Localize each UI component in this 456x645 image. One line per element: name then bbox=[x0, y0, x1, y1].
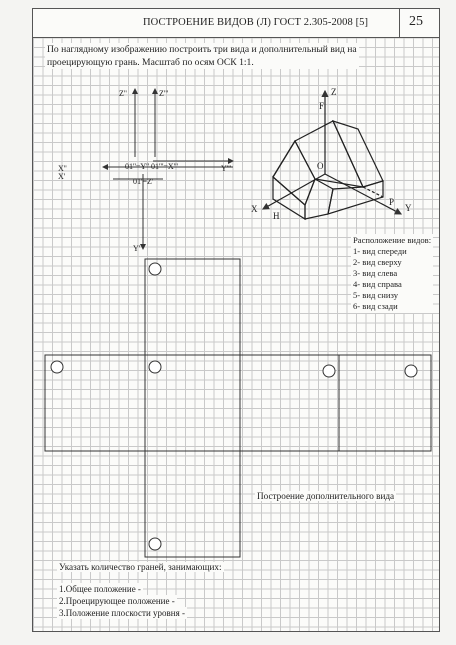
axis-label-y1: Y' bbox=[133, 244, 141, 253]
legend-item: 5- вид снизу bbox=[353, 290, 399, 300]
marker-circle bbox=[323, 365, 335, 377]
page-title: ПОСТРОЕНИЕ ВИДОВ (Л) ГОСТ 2.305-2008 [5] bbox=[143, 17, 369, 28]
axis-label-y3: Y''' bbox=[221, 164, 232, 173]
faces-item: 2.Проецирующее положение - bbox=[59, 596, 175, 606]
iso-label-f: F bbox=[319, 101, 325, 111]
faces-item: 3.Положение плоскости уровня - bbox=[59, 608, 185, 618]
view-frame-vertical bbox=[145, 259, 240, 557]
axis-label-x1: X' bbox=[58, 172, 66, 181]
faces-list bbox=[57, 583, 187, 619]
page-number: 25 bbox=[409, 14, 423, 29]
worksheet bbox=[32, 8, 440, 632]
task-line-1: По наглядному изображению построить три вида и дополнительный вид на bbox=[47, 44, 357, 55]
iso-label-y: Y bbox=[405, 203, 412, 213]
marker-circle bbox=[149, 361, 161, 373]
origin-label-lower: 01'=Z' bbox=[133, 177, 154, 186]
iso-label-o: O bbox=[317, 161, 324, 171]
faces-item: 1.Общее положение - bbox=[59, 584, 141, 594]
marker-circle bbox=[51, 361, 63, 373]
legend-title: Расположение видов: bbox=[353, 235, 432, 245]
page-number-box bbox=[399, 9, 440, 37]
iso-label-z: Z bbox=[331, 87, 337, 97]
legend-item: 1- вид спереди bbox=[353, 246, 407, 256]
iso-label-p: P bbox=[389, 197, 395, 207]
axis-label-z2: Z'' bbox=[119, 89, 127, 98]
task-statement bbox=[45, 43, 359, 69]
view-layout-legend bbox=[351, 234, 433, 313]
legend-item: 3- вид слева bbox=[353, 268, 398, 278]
legend-item: 2- вид сверху bbox=[353, 257, 402, 267]
legend-item: 6- вид сзади bbox=[353, 301, 398, 311]
drawing-layer bbox=[33, 9, 439, 631]
marker-circle bbox=[149, 538, 161, 550]
isometric-model bbox=[263, 91, 401, 219]
faces-question: Указать количество граней, занимающих: bbox=[59, 562, 222, 572]
legend-item: 4- вид справа bbox=[353, 279, 402, 289]
axis-label-x2: X'' bbox=[58, 164, 67, 173]
aux-view-title: Построение дополнительного вида bbox=[257, 491, 395, 501]
marker-circle bbox=[405, 365, 417, 377]
view-frame-horizontal bbox=[45, 355, 431, 451]
iso-label-x: X bbox=[251, 204, 258, 214]
header-bar bbox=[33, 9, 439, 38]
task-line-2: проецирующую грань. Масштаб по осям ОСК 1:1. bbox=[47, 57, 254, 68]
axis-label-z3: Z''' bbox=[159, 89, 169, 98]
legend-list bbox=[353, 246, 431, 312]
origin-label-upper: 01''=Y'' 01'''=X''' bbox=[125, 162, 178, 171]
marker-circle bbox=[149, 263, 161, 275]
iso-label-h: H bbox=[273, 211, 280, 221]
